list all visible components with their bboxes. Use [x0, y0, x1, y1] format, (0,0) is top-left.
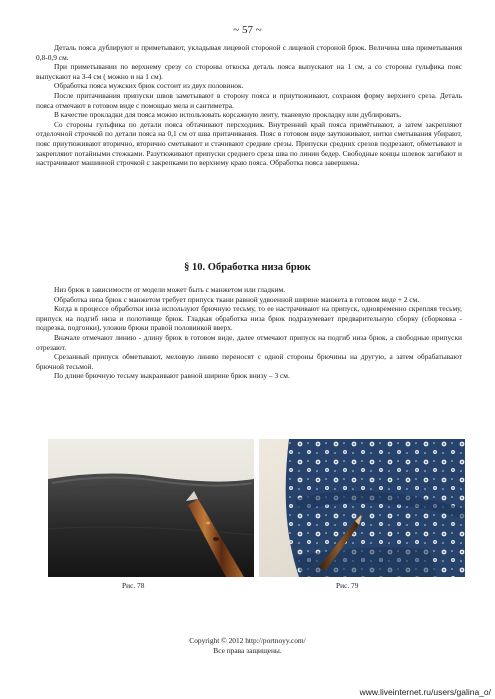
paragraph: В качестве прокладки для пояса можно использовать корсажную ленту, тканевую прокладку или дублировать.	[54, 110, 402, 120]
section-text-block	[36, 285, 462, 381]
paragraph: Низ брюк в зависимости от модели может быть с манжетом или гладким.	[54, 285, 286, 294]
copyright-text: Copyright © 2012 http://portnoyy.com/	[189, 636, 306, 645]
paragraph: Деталь пояса дублируют и приметывают, укладывая лицевой стороной с лицевой стороной брюк. Величина шва приметывания 0,8-0,9 см.	[36, 43, 462, 62]
section-title: § 10. Обработка низа брюк	[184, 262, 311, 273]
paragraph: Срезанный припуск обметывают, меловую линию переносят с одной стороны брючины на другую, а затем обрабатывают брючной тесьмой.	[36, 352, 462, 371]
paragraph: Со стороны гульфика по детали пояса обтачивают персходник. Внутренний край пояса примётывают, а затем закрепляют отделочной строчкой по детали пояса на 0,1 см от шва притачивания. Пояс в готовом виде заутюживают, нитки сметывания убирают, пояс приутюживают вторично, вторично сметывают и стачивают средние срезы. Припуски средних срезов подрезают, обметывают и закрепляют потайными стежками. Разутюживают припуски среднего среза шва по линии бедер. Свободные концы шлевок загибают и настрачивают машинной строчкой с закрепками по верхнему краю пояса. Обработка пояса завершена.	[36, 119, 462, 168]
paragraph: Обработка низа брюк с манжетом требует припуск ткани равной удвоенной ширине манжета в готовом виде + 2 см.	[54, 294, 420, 304]
figure-79-caption: Рис. 79	[336, 581, 359, 590]
intro-text-block	[36, 43, 462, 168]
rights-text: Все права защищены.	[213, 646, 282, 655]
paragraph: Когда в процессе обработки низа используют брючную тесьму, то ее настрачивают на припуск, одновременно скрепляя тесьму, припуск на подгиб низа и полотнище брюк. Гладкая обработка низа брюк подразумевает предварительную сборку (сборковка - подрезка, подгонки), уложив брюки правой половинкой вверх.	[36, 304, 462, 333]
figure-78-caption: Рис. 78	[122, 581, 145, 590]
paragraph: Вначале отмечают линию - длину брюк в готовом виде, далее отмечают припуск на подгиб низа брюк, а свободные припуски отрезают.	[36, 332, 462, 352]
paragraph: Обработка пояса мужских брюк состоит из двух половинок.	[54, 81, 244, 91]
paragraph: По длине брючную тесьму выкраивают равной ширине брюк внизу – 3 см.	[54, 371, 290, 381]
paragraph: После притачивания припуски швов заметывают в сторону пояса и приутюживают, сохраняя форму верхнего среза. Деталь пояса отмечают в готовом виде с помощью мела и сантиметра.	[36, 90, 462, 110]
figure-78-photo	[48, 439, 254, 577]
paragraph: При приметывании по верхнему срезу со стороны откоска деталь пояса выпускают на 1 см, а со стороны гульфика пояс выпускают на 3-4 см ( можно и на 1 см).	[36, 62, 462, 81]
page-number: ~ 57 ~	[233, 24, 262, 36]
watermark-url: www.liveinternet.ru/users/galina_o/	[359, 687, 491, 697]
figure-79-photo	[259, 439, 465, 577]
page-footer	[0, 636, 495, 656]
